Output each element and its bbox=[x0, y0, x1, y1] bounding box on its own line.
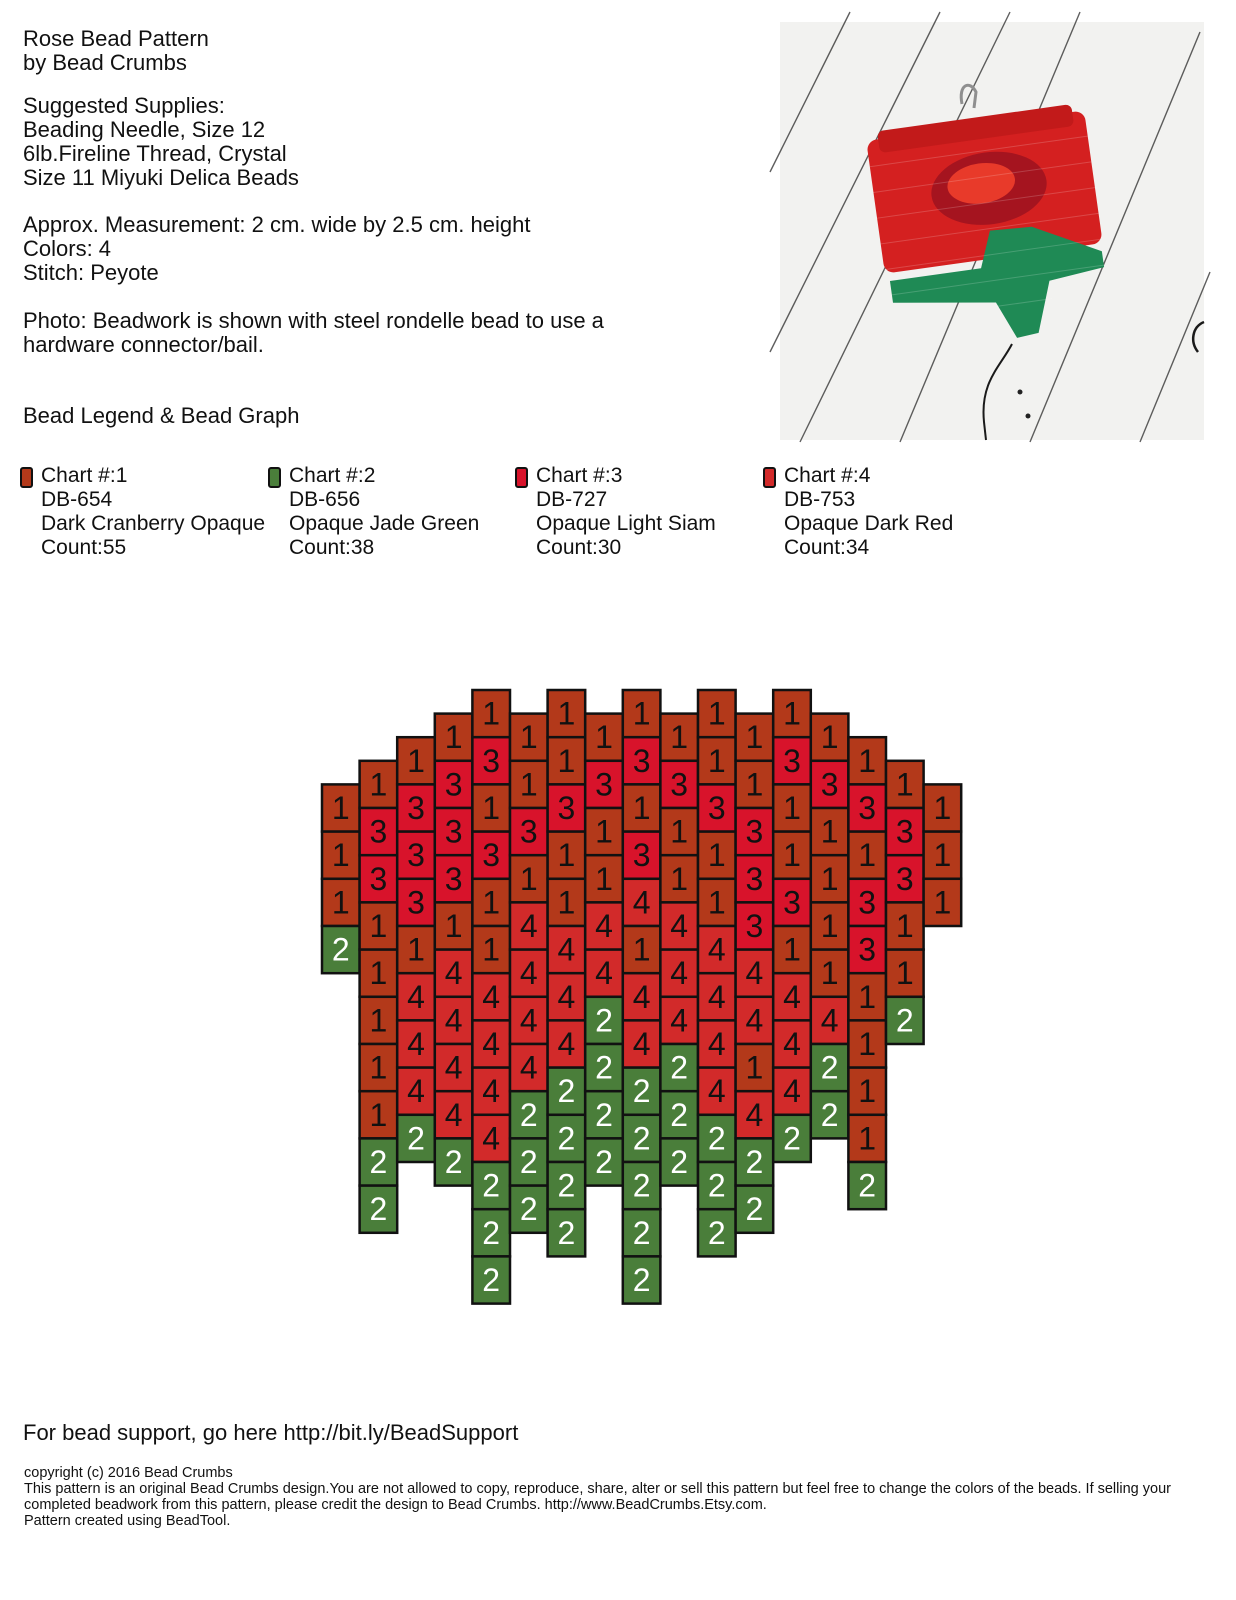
supply-item: Beading Needle, Size 12 bbox=[23, 117, 266, 142]
colors-text: Colors: 4 bbox=[23, 236, 112, 261]
bead-label: 1 bbox=[820, 719, 839, 756]
bead-label: 4 bbox=[482, 1026, 501, 1062]
photo-note-line: hardware connector/bail. bbox=[23, 332, 264, 357]
bead-label: 1 bbox=[595, 860, 613, 897]
supply-item: 6lb.Fireline Thread, Crystal bbox=[23, 141, 287, 166]
legend-color-name: Opaque Light Siam bbox=[536, 512, 716, 535]
legend-count: Count:30 bbox=[536, 536, 622, 559]
bead-label: 4 bbox=[745, 1096, 764, 1133]
bead-label: 3 bbox=[670, 766, 689, 803]
bead-label: 1 bbox=[632, 695, 651, 732]
bead-label: 2 bbox=[707, 1167, 726, 1204]
color-swatch bbox=[763, 467, 776, 488]
bead-label: 1 bbox=[670, 813, 689, 850]
bead-legend bbox=[0, 464, 1236, 564]
bead-label: 3 bbox=[858, 931, 877, 968]
legend-count: Count:34 bbox=[784, 536, 870, 559]
bead-label: 1 bbox=[632, 931, 651, 968]
bead-label: 1 bbox=[820, 955, 839, 992]
bead-label: 1 bbox=[519, 766, 538, 803]
bead-label: 2 bbox=[407, 1120, 425, 1157]
bead-label: 3 bbox=[444, 813, 463, 850]
bead-label: 1 bbox=[820, 908, 839, 944]
legend-chart-number: Chart #:3 bbox=[536, 464, 623, 487]
bead-label: 2 bbox=[519, 1096, 538, 1133]
bead-label: 3 bbox=[745, 813, 764, 850]
bead-label: 1 bbox=[933, 837, 952, 874]
bead-label: 4 bbox=[407, 978, 425, 1015]
bead-label: 4 bbox=[557, 931, 576, 968]
bead-label: 4 bbox=[444, 955, 463, 992]
legend-code: DB-654 bbox=[41, 488, 113, 511]
bead-label: 2 bbox=[595, 1002, 613, 1039]
bead-label: 4 bbox=[482, 1073, 501, 1110]
bead-label: 1 bbox=[707, 884, 726, 921]
bead-label: 2 bbox=[632, 1167, 651, 1204]
bead-label: 1 bbox=[595, 719, 613, 756]
bead-label: 2 bbox=[670, 1096, 689, 1133]
bead-label: 3 bbox=[407, 790, 425, 826]
bead-label: 4 bbox=[783, 978, 801, 1015]
bead-label: 3 bbox=[783, 884, 801, 921]
bead-label: 1 bbox=[407, 931, 425, 968]
bead-label: 1 bbox=[707, 742, 726, 779]
bead-label: 3 bbox=[482, 837, 501, 874]
color-swatch bbox=[515, 467, 528, 488]
bead-label: 3 bbox=[557, 790, 576, 826]
bead-label: 2 bbox=[557, 1120, 576, 1157]
bead-label: 2 bbox=[482, 1262, 501, 1298]
bead-label: 3 bbox=[745, 860, 764, 897]
bead-label: 1 bbox=[482, 931, 501, 968]
bead-label: 1 bbox=[707, 837, 726, 874]
legend-count: Count:38 bbox=[289, 536, 375, 559]
bead-label: 1 bbox=[557, 837, 576, 874]
bead-label: 3 bbox=[820, 766, 839, 803]
bead-label: 4 bbox=[632, 978, 651, 1015]
bead-label: 1 bbox=[331, 837, 350, 874]
bead-label: 1 bbox=[407, 742, 425, 779]
bead-label: 3 bbox=[595, 766, 613, 803]
bead-label: 3 bbox=[783, 742, 801, 779]
bead-label: 4 bbox=[783, 1026, 801, 1062]
bead-label: 3 bbox=[519, 813, 538, 850]
bead-label: 4 bbox=[632, 1026, 651, 1062]
bead-label: 2 bbox=[670, 1144, 689, 1180]
legend-color-name: Opaque Dark Red bbox=[784, 512, 954, 535]
copyright-line: copyright (c) 2016 Bead Crumbs bbox=[24, 1465, 233, 1481]
bead-label: 1 bbox=[670, 860, 689, 897]
bead-label: 1 bbox=[820, 813, 839, 850]
bead-label: 1 bbox=[820, 860, 839, 897]
copyright-tool: Pattern created using BeadTool. bbox=[24, 1513, 231, 1529]
pattern-author: by Bead Crumbs bbox=[23, 50, 187, 75]
bead-label: 4 bbox=[407, 1073, 425, 1110]
legend-code: DB-753 bbox=[784, 488, 856, 511]
pattern-title-block bbox=[23, 27, 209, 75]
bead-label: 1 bbox=[557, 884, 576, 921]
bead-label: 1 bbox=[895, 908, 914, 944]
bead-label: 4 bbox=[707, 931, 726, 968]
bead-label: 2 bbox=[444, 1144, 463, 1180]
bead-label: 2 bbox=[632, 1262, 651, 1298]
bead-label: 3 bbox=[632, 837, 651, 874]
bead-label: 1 bbox=[858, 1120, 877, 1157]
bead-label: 2 bbox=[557, 1167, 576, 1204]
bead-label: 2 bbox=[895, 1002, 914, 1039]
bead-label: 1 bbox=[369, 766, 388, 803]
bead-label: 2 bbox=[519, 1191, 538, 1228]
bead-label: 2 bbox=[595, 1096, 613, 1133]
measurement-text: Approx. Measurement: 2 cm. wide by 2.5 cm. height bbox=[23, 212, 531, 237]
bead-label: 3 bbox=[369, 860, 388, 897]
bead-label: 4 bbox=[407, 1026, 425, 1062]
photo-note-block bbox=[23, 309, 604, 357]
supply-item: Size 11 Miyuki Delica Beads bbox=[23, 165, 299, 190]
bead-label: 1 bbox=[557, 695, 576, 732]
bead-label: 3 bbox=[858, 790, 877, 826]
bead-label: 2 bbox=[670, 1049, 689, 1086]
bead-label: 3 bbox=[444, 766, 463, 803]
bead-label: 3 bbox=[444, 860, 463, 897]
bead-label: 2 bbox=[632, 1120, 651, 1157]
bead-label: 2 bbox=[707, 1214, 726, 1251]
bead-label: 1 bbox=[745, 1049, 764, 1086]
legend-heading: Bead Legend & Bead Graph bbox=[23, 403, 300, 428]
bead-label: 4 bbox=[670, 955, 689, 992]
bead-label: 1 bbox=[369, 1002, 388, 1039]
bead-label: 1 bbox=[707, 695, 726, 732]
bead-label: 1 bbox=[933, 790, 952, 826]
stitch-text: Stitch: Peyote bbox=[23, 260, 159, 285]
bead-label: 4 bbox=[595, 955, 613, 992]
bead-label: 1 bbox=[783, 837, 801, 874]
photo-note-line: Photo: Beadwork is shown with steel rondelle bead to use a bbox=[23, 308, 604, 333]
bead-label: 3 bbox=[482, 742, 501, 779]
rose-pendant-photo bbox=[780, 22, 1204, 440]
color-swatch bbox=[20, 467, 33, 488]
bead-label: 1 bbox=[670, 719, 689, 756]
bead-label: 2 bbox=[745, 1191, 764, 1228]
bead-label: 1 bbox=[557, 742, 576, 779]
bead-label: 4 bbox=[707, 1026, 726, 1062]
bead-label: 2 bbox=[783, 1120, 801, 1157]
bead-label: 1 bbox=[331, 884, 350, 921]
bead-label: 1 bbox=[783, 695, 801, 732]
bead-label: 4 bbox=[444, 1049, 463, 1086]
specs-block bbox=[23, 213, 530, 285]
bead-label: 2 bbox=[557, 1214, 576, 1251]
bead-label: 4 bbox=[632, 884, 651, 921]
bead-graph bbox=[320, 690, 952, 1370]
legend-chart-number: Chart #:4 bbox=[784, 464, 871, 487]
bead-label: 4 bbox=[707, 1073, 726, 1110]
bead-label: 4 bbox=[444, 1096, 463, 1133]
bead-label: 2 bbox=[632, 1073, 651, 1110]
bead-label: 1 bbox=[369, 1049, 388, 1086]
bead-label: 4 bbox=[557, 978, 576, 1015]
legend-color-name: Dark Cranberry Opaque bbox=[41, 512, 266, 535]
bead-label: 2 bbox=[482, 1167, 501, 1204]
bead-label: 4 bbox=[557, 1026, 576, 1062]
bead-label: 4 bbox=[670, 1002, 689, 1039]
bead-label: 4 bbox=[482, 1120, 501, 1157]
bead-label: 2 bbox=[557, 1073, 576, 1110]
bead-label: 2 bbox=[482, 1214, 501, 1251]
bead-label: 3 bbox=[407, 884, 425, 921]
copyright-block bbox=[24, 1465, 1219, 1529]
bead-label: 1 bbox=[519, 860, 538, 897]
bead-label: 1 bbox=[369, 908, 388, 944]
bead-label: 4 bbox=[745, 955, 764, 992]
supplies-block bbox=[23, 94, 299, 190]
bead-label: 1 bbox=[858, 742, 877, 779]
bead-label: 2 bbox=[331, 931, 350, 968]
bead-label: 2 bbox=[820, 1096, 839, 1133]
legend-count: Count:55 bbox=[41, 536, 127, 559]
bead-label: 3 bbox=[707, 790, 726, 826]
legend-code: DB-656 bbox=[289, 488, 361, 511]
bead-label: 4 bbox=[444, 1002, 463, 1039]
bead-label: 2 bbox=[369, 1144, 388, 1180]
bead-label: 1 bbox=[933, 884, 952, 921]
bead-label: 1 bbox=[858, 978, 877, 1015]
bead-label: 3 bbox=[369, 813, 388, 850]
bead-label: 4 bbox=[595, 908, 613, 944]
legend-chart-number: Chart #:1 bbox=[41, 464, 128, 487]
bead-label: 3 bbox=[895, 813, 914, 850]
copyright-body: This pattern is an original Bead Crumbs design.You are not allowed to copy, reproduce, share, alter or sell this pattern but feel free to change the colors of the beads. If selling your completed beadwork from this pattern, please credit the design to Bead Crumbs. http://www.BeadCrumbs.Etsy.com. bbox=[24, 1481, 1171, 1513]
supplies-heading: Suggested Supplies: bbox=[23, 93, 225, 118]
bead-label: 4 bbox=[519, 908, 538, 944]
bead-label: 1 bbox=[444, 908, 463, 944]
bead-label: 1 bbox=[331, 790, 350, 826]
bead-label: 2 bbox=[595, 1144, 613, 1180]
bead-label: 1 bbox=[369, 955, 388, 992]
bead-label: 4 bbox=[519, 1002, 538, 1039]
bead-label: 4 bbox=[707, 978, 726, 1015]
bead-label: 2 bbox=[632, 1214, 651, 1251]
legend-color-name: Opaque Jade Green bbox=[289, 512, 480, 535]
bead-label: 4 bbox=[670, 908, 689, 944]
bead-label: 4 bbox=[519, 1049, 538, 1086]
beadwork-photo bbox=[780, 22, 1204, 440]
bead-label: 3 bbox=[407, 837, 425, 874]
bead-label: 4 bbox=[482, 978, 501, 1015]
color-swatch bbox=[268, 467, 281, 488]
bead-label: 1 bbox=[895, 955, 914, 992]
bead-label: 2 bbox=[595, 1049, 613, 1086]
bead-label: 4 bbox=[783, 1073, 801, 1110]
bead-label: 2 bbox=[820, 1049, 839, 1086]
bead-label: 1 bbox=[858, 837, 877, 874]
bead-label: 3 bbox=[858, 884, 877, 921]
bead-label: 4 bbox=[820, 1002, 839, 1039]
bead-label: 3 bbox=[895, 860, 914, 897]
bead-label: 1 bbox=[783, 790, 801, 826]
bead-label: 2 bbox=[519, 1144, 538, 1180]
bead-label: 1 bbox=[519, 719, 538, 756]
legend-chart-number: Chart #:2 bbox=[289, 464, 376, 487]
bead-support-text: For bead support, go here http://bit.ly/BeadSupport bbox=[23, 1420, 519, 1445]
bead-label: 1 bbox=[632, 790, 651, 826]
bead-label: 1 bbox=[595, 813, 613, 850]
bead-label: 3 bbox=[632, 742, 651, 779]
bead-label: 1 bbox=[745, 766, 764, 803]
bead-label: 2 bbox=[707, 1120, 726, 1157]
bead-label: 2 bbox=[858, 1167, 877, 1204]
bead-label: 1 bbox=[482, 884, 501, 921]
bead-label: 1 bbox=[444, 719, 463, 756]
bead-label: 1 bbox=[895, 766, 914, 803]
bead-label: 1 bbox=[783, 931, 801, 968]
legend-code: DB-727 bbox=[536, 488, 608, 511]
pattern-title: Rose Bead Pattern bbox=[23, 26, 209, 51]
bead-label: 4 bbox=[745, 1002, 764, 1039]
bead-label: 1 bbox=[858, 1073, 877, 1110]
bead-label: 1 bbox=[858, 1026, 877, 1062]
bead-label: 1 bbox=[745, 719, 764, 756]
bead-label: 4 bbox=[519, 955, 538, 992]
bead-label: 1 bbox=[482, 790, 501, 826]
bead-label: 2 bbox=[745, 1144, 764, 1180]
bead-label: 3 bbox=[745, 908, 764, 944]
bead-label: 1 bbox=[369, 1096, 388, 1133]
bead-label: 1 bbox=[482, 695, 501, 732]
bead-label: 2 bbox=[369, 1191, 388, 1228]
